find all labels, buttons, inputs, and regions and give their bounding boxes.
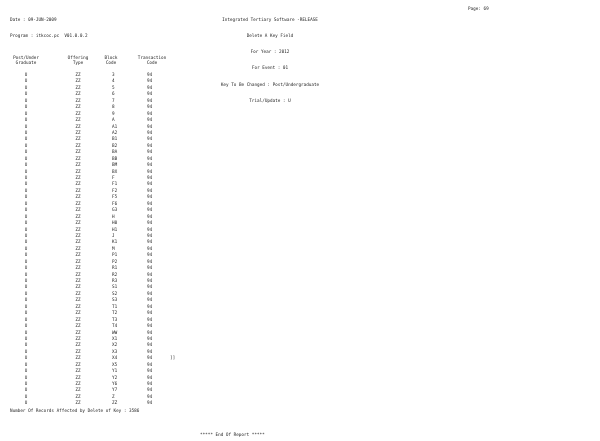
records-affected-line: Number Of Records Affected by Delete of Key : 3586	[10, 409, 140, 414]
transaction-code-cell: 94	[147, 343, 153, 349]
block-code-cell: 8	[112, 105, 115, 111]
block-code-cell: Z	[112, 394, 115, 400]
transaction-code-cell: 94	[147, 272, 153, 278]
block-code-cell: 7	[112, 98, 115, 104]
offering-type-cell: ZZ	[75, 98, 81, 104]
transaction-code-cell: 94	[147, 118, 153, 124]
block-code-cell: BM	[112, 163, 118, 169]
offering-type-cell: ZZ	[75, 73, 81, 78]
post-under-cell: U	[24, 291, 28, 297]
post-under-cell: U	[24, 98, 28, 104]
column-header-transaction-code	[129, 56, 175, 67]
block-code-cell: T3	[112, 317, 118, 323]
transaction-code-cell: 94	[147, 266, 153, 272]
offering-type-cell: ZZ	[75, 253, 81, 259]
transaction-code-cell: 94	[147, 349, 153, 355]
offering-type-cell: ZZ	[75, 118, 81, 124]
offering-type-cell: ZZ	[75, 85, 81, 91]
offering-type-cell: ZZ	[75, 324, 81, 330]
title-line-6: Trial/Update : U	[249, 98, 291, 104]
transaction-code-cell: 94	[147, 382, 153, 387]
transaction-code-cell: 94	[147, 324, 153, 330]
post-under-cell: U	[24, 163, 28, 169]
transaction-code-cell: 94	[147, 195, 153, 201]
offering-type-cell: ZZ	[75, 92, 81, 98]
block-code-cell: R2	[112, 272, 118, 278]
offering-type-cell: ZZ	[75, 221, 81, 227]
offering-type-cell: ZZ	[75, 259, 81, 265]
offering-type-cell: ZZ	[75, 317, 81, 323]
transaction-code-cell: 94	[147, 259, 153, 265]
transaction-code-cell: 94	[147, 285, 153, 291]
post-under-cell: U	[24, 208, 28, 214]
transaction-code-cell: 94	[147, 291, 153, 297]
post-under-cell: U	[24, 382, 28, 387]
post-under-cell: U	[24, 401, 28, 407]
offering-type-cell: ZZ	[75, 150, 81, 156]
report-header-left	[10, 7, 88, 50]
block-code-cell: K1	[112, 240, 118, 246]
block-code-cell: T4	[112, 324, 118, 330]
transaction-code-cell: 94	[147, 227, 153, 233]
post-under-cell: U	[24, 330, 28, 336]
program-line: Program : itkcoc.pc V01.0.0.2	[10, 34, 88, 40]
column-header-line: Offering	[67, 56, 89, 61]
post-under-cell: U	[24, 388, 28, 394]
block-code-cell: X3	[112, 349, 118, 355]
post-under-cell: U	[24, 375, 28, 381]
post-under-cell: U	[24, 246, 28, 252]
block-code-cell: S1	[112, 285, 118, 291]
column-header-block-code	[100, 56, 122, 67]
transaction-code-cell: 94	[147, 279, 153, 284]
end-of-report-line: ***** End Of Report *****	[200, 433, 265, 438]
offering-type-cell: ZZ	[75, 362, 81, 368]
offering-type-cell: ZZ	[75, 349, 81, 355]
offering-type-cell: ZZ	[75, 291, 81, 297]
post-under-cell: U	[24, 221, 28, 227]
transaction-code-cell: 94	[147, 362, 153, 368]
column-header-line: Type	[72, 61, 84, 67]
transaction-code-cell: 94	[147, 182, 153, 188]
block-code-cell: T1	[112, 304, 118, 310]
offering-type-cell: ZZ	[75, 375, 81, 381]
offering-type-cell: ZZ	[75, 188, 81, 194]
block-code-cell: Y6	[112, 382, 118, 387]
offering-type-cell: ZZ	[75, 124, 81, 130]
transaction-code-cell: 94	[147, 85, 153, 91]
post-under-cell: U	[24, 272, 28, 278]
column-header-line: Block	[104, 56, 118, 61]
transaction-code-cell: 94	[147, 156, 153, 162]
offering-type-cell: ZZ	[75, 105, 81, 111]
transaction-code-cell: 94	[147, 394, 153, 400]
block-code-cell: P2	[112, 259, 118, 265]
block-code-cell: X1	[112, 336, 118, 342]
offering-type-cell: ZZ	[75, 111, 81, 117]
block-code-cell: A2	[112, 130, 118, 136]
transaction-code-cell: 94	[147, 356, 153, 362]
transaction-code-cell: 94	[147, 79, 153, 85]
block-code-cell: B2	[112, 143, 118, 149]
post-under-cell: U	[24, 137, 28, 143]
post-under-cell: U	[24, 150, 28, 156]
post-under-cell: U	[24, 124, 28, 130]
block-code-cell: ZZ	[112, 401, 118, 407]
transaction-code-cell: 94	[147, 253, 153, 259]
offering-type-cell: ZZ	[75, 176, 81, 181]
post-under-cell: U	[24, 92, 28, 98]
transaction-code-cell: 94	[147, 130, 153, 136]
column-header-post-under	[10, 56, 42, 67]
block-code-cell: Y7	[112, 388, 118, 394]
block-code-cell: X5	[112, 362, 118, 368]
title-line-3: For Year : 2012	[250, 50, 290, 56]
post-under-cell: U	[24, 349, 28, 355]
post-under-cell: U	[24, 369, 28, 375]
transaction-code-cell: 94	[147, 111, 153, 117]
block-code-cell: BB	[112, 156, 118, 162]
block-code-cell: J	[112, 233, 115, 239]
title-line-1: Integrated Tertiary Software -RELEASE	[222, 17, 318, 23]
offering-type-cell: ZZ	[75, 330, 81, 336]
block-code-cell: A1	[112, 124, 118, 130]
block-code-cell: T2	[112, 311, 118, 317]
post-under-cell: U	[24, 118, 28, 124]
transaction-code-cell: 94	[147, 137, 153, 143]
offering-type-cell: ZZ	[75, 336, 81, 342]
offering-type-cell: ZZ	[75, 304, 81, 310]
block-code-cell: BX	[112, 169, 118, 175]
transaction-code-cell: 94	[147, 169, 153, 175]
post-under-cell: U	[24, 169, 28, 175]
column-header-line: Transaction	[137, 56, 167, 61]
post-under-cell: U	[24, 111, 28, 117]
block-code-cell: S3	[112, 298, 118, 304]
offering-type-cell: ZZ	[75, 195, 81, 201]
block-code-cell: F2	[112, 188, 118, 194]
column-header-line: Code	[105, 61, 117, 67]
post-under-cell: U	[24, 79, 28, 85]
block-code-cell: B1	[112, 137, 118, 143]
block-code-cell: 6	[112, 92, 115, 98]
offering-type-cell: ZZ	[75, 279, 81, 284]
block-code-cell: 3	[112, 73, 115, 78]
transaction-code-cell: 94	[147, 240, 153, 246]
block-code-cell: F6	[112, 201, 118, 207]
block-code-cell: WW	[112, 330, 118, 336]
block-code-cell: BA	[112, 150, 118, 156]
post-under-cell: U	[24, 195, 28, 201]
post-under-cell: U	[24, 130, 28, 136]
title-line-2: Delete A Key Field	[246, 34, 294, 40]
column-header-offering-type	[60, 56, 96, 67]
transaction-code-cell: 94	[147, 73, 153, 78]
offering-type-cell: ZZ	[75, 394, 81, 400]
post-under-cell: U	[24, 201, 28, 207]
offering-type-cell: ZZ	[75, 343, 81, 349]
offering-type-cell: ZZ	[75, 246, 81, 252]
post-under-cell: U	[24, 253, 28, 259]
post-under-cell: U	[24, 156, 28, 162]
post-under-cell: U	[24, 188, 28, 194]
transaction-code-cell: 94	[147, 124, 153, 130]
block-code-cell: S2	[112, 291, 118, 297]
offering-type-cell: ZZ	[75, 208, 81, 214]
post-under-cell: U	[24, 85, 28, 91]
title-line-4: For Event : 01	[251, 66, 289, 72]
offering-type-cell: ZZ	[75, 356, 81, 362]
post-under-cell: U	[24, 362, 28, 368]
transaction-code-cell: 94	[147, 105, 153, 111]
post-under-cell: U	[24, 182, 28, 188]
block-code-cell: R1	[112, 266, 118, 272]
transaction-code-cell: 94	[147, 311, 153, 317]
transaction-code-cell: 94	[147, 233, 153, 239]
post-under-cell: U	[24, 214, 28, 220]
transaction-code-cell: 94	[147, 201, 153, 207]
transaction-code-cell: 94	[147, 176, 153, 181]
transaction-code-cell: 94	[147, 208, 153, 214]
offering-type-cell: ZZ	[75, 401, 81, 407]
post-under-cell: U	[24, 233, 28, 239]
post-under-cell: U	[24, 285, 28, 291]
transaction-code-cell: 94	[147, 143, 153, 149]
block-code-cell: 5	[112, 85, 115, 91]
offering-type-cell: ZZ	[75, 227, 81, 233]
block-code-cell: F1	[112, 182, 118, 188]
post-under-cell: U	[24, 356, 28, 362]
post-under-cell: U	[24, 227, 28, 233]
post-under-cell: U	[24, 317, 28, 323]
offering-type-cell: ZZ	[75, 163, 81, 169]
post-under-cell: U	[24, 343, 28, 349]
post-under-cell: U	[24, 311, 28, 317]
block-code-cell: H1	[112, 227, 118, 233]
transaction-code-cell: 94	[147, 221, 153, 227]
offering-type-cell: ZZ	[75, 169, 81, 175]
post-under-cell: U	[24, 259, 28, 265]
post-under-cell: U	[24, 304, 28, 310]
date-line: Date : 09-JUN-2009	[10, 17, 57, 23]
offering-type-cell: ZZ	[75, 382, 81, 387]
offering-type-cell: ZZ	[75, 298, 81, 304]
block-code-cell: X2	[112, 343, 118, 349]
post-under-cell: U	[24, 336, 28, 342]
transaction-code-cell: 94	[147, 330, 153, 336]
transaction-code-cell: 94	[147, 188, 153, 194]
transaction-code-cell: 94	[147, 214, 153, 220]
block-code-cell: H	[112, 214, 115, 220]
post-under-cell: U	[24, 298, 28, 304]
row-note: ]]	[170, 356, 176, 362]
offering-type-cell: ZZ	[75, 79, 81, 85]
column-header-line: Code	[146, 61, 158, 67]
post-under-cell: U	[24, 324, 28, 330]
transaction-code-cell: 94	[147, 92, 153, 98]
title-line-5: Key To Be Changed : Post/Undergraduate	[220, 82, 320, 88]
block-code-cell: Y2	[112, 375, 118, 381]
post-under-cell: U	[24, 266, 28, 272]
transaction-code-cell: 94	[147, 317, 153, 323]
transaction-code-cell: 94	[147, 150, 153, 156]
block-code-cell: H0	[112, 221, 118, 227]
column-header-line: Post/Under	[13, 56, 39, 61]
post-under-cell: U	[24, 394, 28, 400]
post-under-cell: U	[24, 240, 28, 246]
transaction-code-cell: 94	[147, 336, 153, 342]
offering-type-cell: ZZ	[75, 311, 81, 317]
transaction-code-cell: 94	[147, 388, 153, 394]
offering-type-cell: ZZ	[75, 266, 81, 272]
offering-type-cell: ZZ	[75, 233, 81, 239]
offering-type-cell: ZZ	[75, 130, 81, 136]
offering-type-cell: ZZ	[75, 214, 81, 220]
block-code-cell: 9	[112, 111, 115, 117]
block-code-cell: F	[112, 176, 115, 181]
block-code-cell: F5	[112, 195, 118, 201]
page-number: Page: 69	[468, 7, 489, 12]
transaction-code-cell: 94	[147, 375, 153, 381]
offering-type-cell: ZZ	[75, 156, 81, 162]
transaction-code-cell: 94	[147, 246, 153, 252]
report-title-block	[170, 7, 370, 115]
post-under-cell: U	[24, 143, 28, 149]
transaction-code-cell: 94	[147, 298, 153, 304]
post-under-cell: U	[24, 105, 28, 111]
block-code-cell: M	[112, 246, 115, 252]
column-header-line: Graduate	[15, 61, 37, 67]
transaction-code-cell: 94	[147, 163, 153, 169]
offering-type-cell: ZZ	[75, 388, 81, 394]
offering-type-cell: ZZ	[75, 143, 81, 149]
offering-type-cell: ZZ	[75, 240, 81, 246]
block-code-cell: G3	[112, 208, 118, 214]
post-under-cell: U	[24, 73, 28, 78]
offering-type-cell: ZZ	[75, 182, 81, 188]
transaction-code-cell: 94	[147, 98, 153, 104]
offering-type-cell: ZZ	[75, 137, 81, 143]
transaction-code-cell: 94	[147, 369, 153, 375]
block-code-cell: 4	[112, 79, 115, 85]
offering-type-cell: ZZ	[75, 285, 81, 291]
block-code-cell: A	[112, 118, 115, 124]
block-code-cell: X4	[112, 356, 118, 362]
transaction-code-cell: 94	[147, 304, 153, 310]
offering-type-cell: ZZ	[75, 369, 81, 375]
transaction-code-cell: 94	[147, 401, 153, 407]
offering-type-cell: ZZ	[75, 272, 81, 278]
block-code-cell: Y1	[112, 369, 118, 375]
block-code-cell: R3	[112, 279, 118, 284]
offering-type-cell: ZZ	[75, 201, 81, 207]
post-under-cell: U	[24, 176, 28, 181]
block-code-cell: P1	[112, 253, 118, 259]
post-under-cell: U	[24, 279, 28, 284]
